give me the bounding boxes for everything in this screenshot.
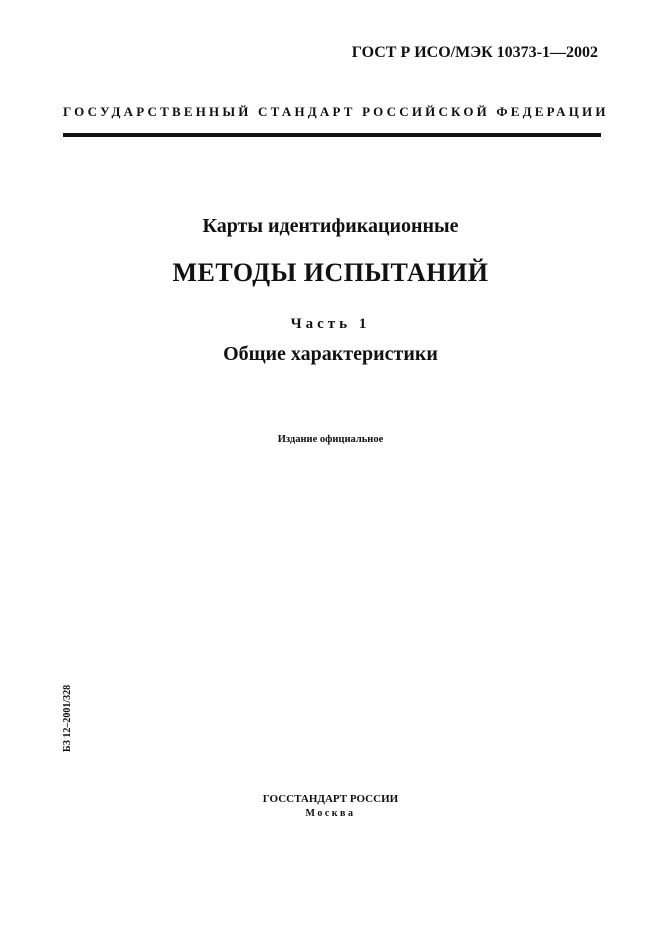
document-main-title: МЕТОДЫ ИСПЫТАНИЙ — [172, 258, 489, 287]
state-standard-heading: ГОСУДАРСТВЕННЫЙ СТАНДАРТ РОССИЙСКОЙ ФЕДЕРАЦИИ — [63, 104, 609, 119]
part-label: Часть 1 — [290, 316, 371, 332]
edition-note: Издание официальное — [277, 434, 384, 445]
part-title: Общие характеристики — [223, 343, 438, 365]
print-code: БЗ 12–2001/328 — [62, 684, 73, 752]
publisher-city: Москва — [305, 808, 356, 819]
header-rule — [63, 133, 601, 137]
publisher-name: ГОССТАНДАРТ РОССИИ — [262, 793, 399, 805]
document-subject: Карты идентификационные — [202, 215, 459, 237]
document-number: ГОСТ Р ИСО/МЭК 10373-1—2002 — [351, 44, 598, 61]
